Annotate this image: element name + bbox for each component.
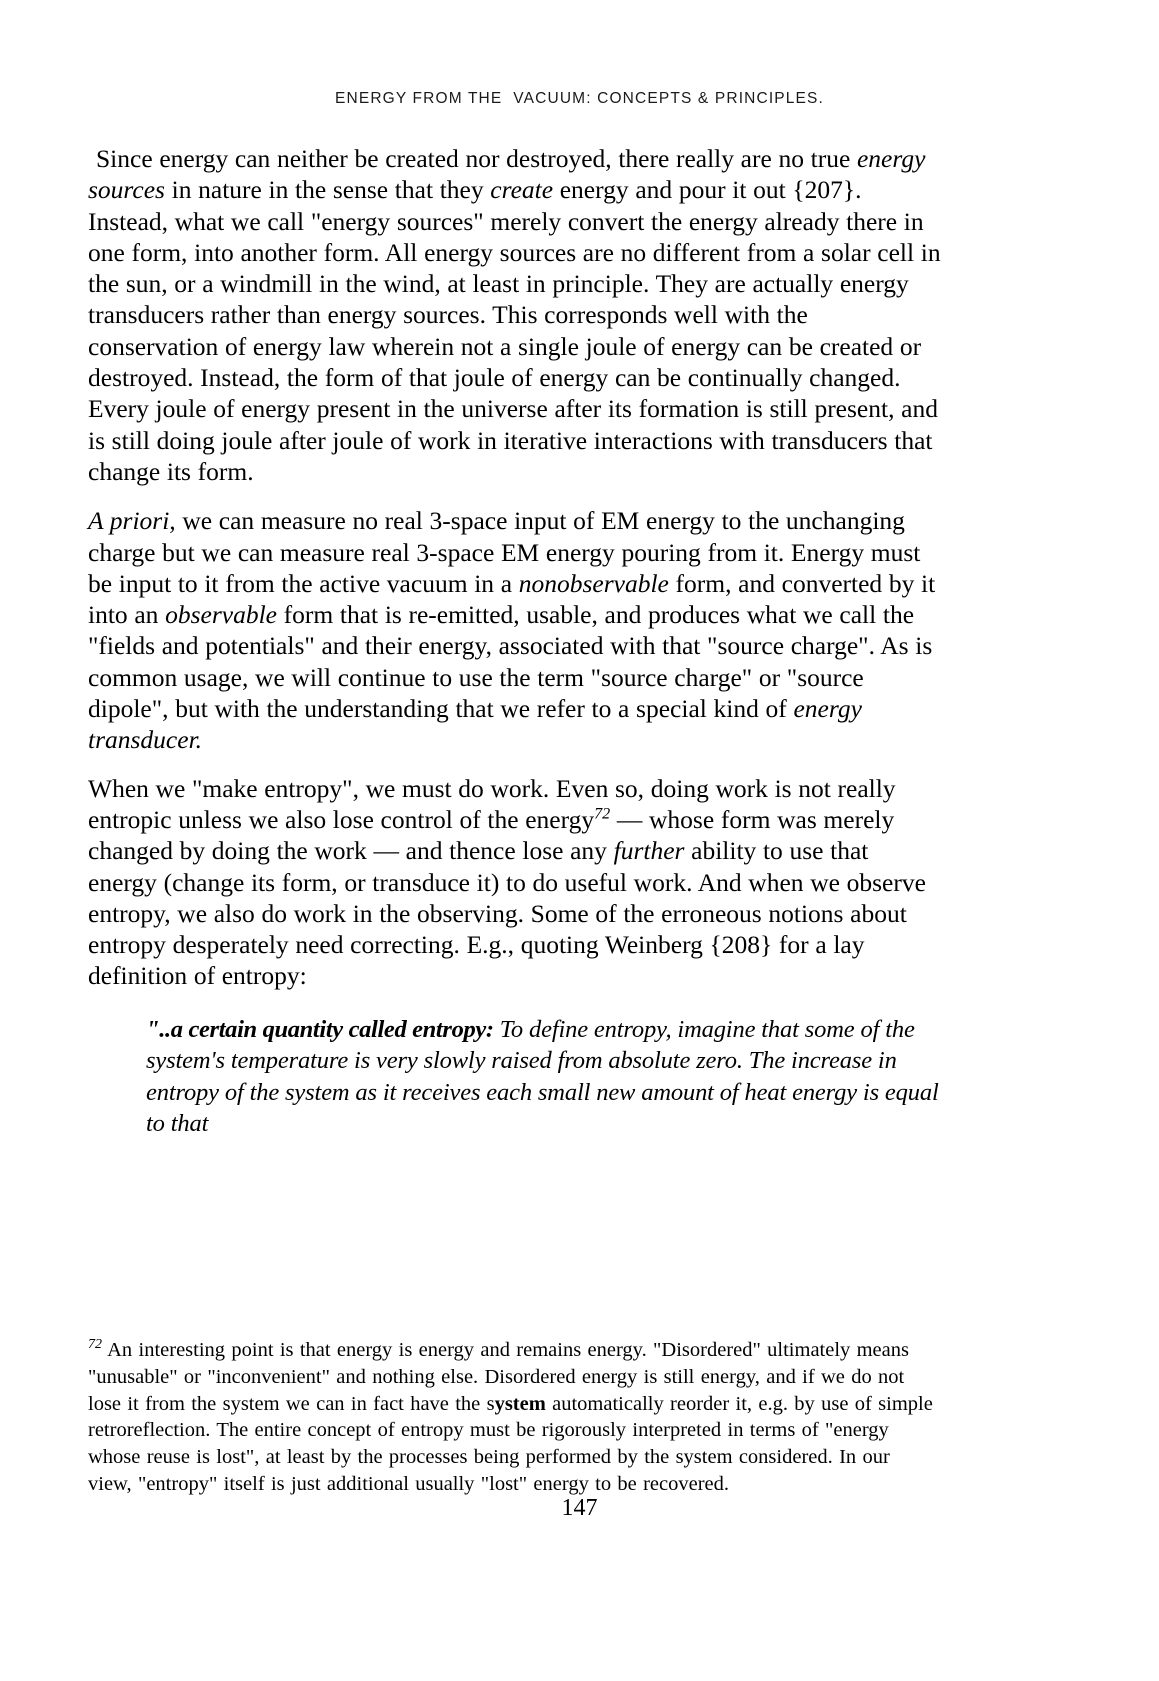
block-quotation xyxy=(88,1014,943,1140)
paragraph-1-italic-create: create xyxy=(490,175,554,205)
running-header: ENERGY FROM THE VACUUM: CONCEPTS & PRINCIPLES. xyxy=(335,90,824,107)
block-quotation-body: To define entropy, imagine that some of the system's temperature is very slowly raised from absolute zero. The increase in entropy of the system as it receives each small new amount of heat energy is equal to that xyxy=(146,1015,939,1138)
footnote-reference-72[interactable]: 72 xyxy=(594,805,611,823)
paragraph-3 xyxy=(88,773,943,992)
paragraph-2-italic-observable: observable xyxy=(165,600,277,630)
footnote-bold-fragment: ystem xyxy=(494,1392,546,1415)
paragraph-1-segment-3: energy and pour it out {207}. Instead, what we call "energy sources" merely convert the energy already there in one form, into another form. All energy sources are no different from a solar cell in the sun, or a windmill in the wind, at least in principle. They are actually energy transducers rather than energy sources. This corresponds well with the conservation of energy law wherein not a single joule of energy can be created or destroyed. Instead, the form of that joule of energy can be continually changed. Every joule of energy present in the universe after its formation is still present, and is still doing joule after joule of work in iterative interactions with transducers that change its form. xyxy=(88,175,941,486)
paragraph-1-segment-1: Since energy can neither be created nor destroyed, there really are no true xyxy=(96,144,857,173)
paragraph-2-italic-energy-transducer: energy transducer. xyxy=(88,694,862,755)
paragraph-2-segment-2: form, and converted by it into an xyxy=(88,568,936,630)
paragraph-2-segment-1: we can measure no real 3-space input of EM energy to the unchanging charge but we can measure real 3-space EM energy pouring from it. Energy must be input to it from the active vacuum in a xyxy=(88,506,921,598)
paragraph-3-segment-2: — whose form was merely changed by doing the work — and thence lose any xyxy=(88,804,895,866)
footnote-segment-2: automatically reorder it, e.g. by use of simple retroreflection. The entire concept of entropy must be rigorously interpreted in terms of "energy whose reuse is lost", at least by the processes being performed by the system considered. In our view, "entropy" itself is just additional usually "lost" energy to be recovered. xyxy=(88,1392,933,1495)
paragraph-2-segment-3: form that is re-emitted, usable, and produces what we call the "fields and potentials" and their energy, associated with that "source charge". As is common usage, we will continue to use the term "source charge" or "source dipole", but with the understanding that we refer to a special kind of xyxy=(88,600,933,724)
block-quotation-lead-in: "..a certain quantity called entropy: xyxy=(146,1015,494,1043)
paragraph-3-segment-3: ability to use that energy (change its form, or transduce it) to do useful work. And when we observe entropy, we also do work in the observing. Some of the erroneous notions about entropy desperately need correcting. E.g., quoting Weinberg {208} for a lay definition of entropy: xyxy=(88,836,926,991)
paragraph-1-segment-2: in nature in the sense that they xyxy=(164,175,491,205)
paragraph-1-italic-energy-sources: energy sources xyxy=(88,144,926,205)
footnote-72 xyxy=(88,1337,938,1498)
footnote-segment-1: An interesting point is that energy is energy and remains energy. "Disordered" ultimately means "unusable" or "inconvenient" and nothing else. Disordered energy is still energy, and if we do not lose it from the system we can in fact have the s xyxy=(88,1339,909,1415)
paragraph-2-italic-nonobservable: nonobservable xyxy=(518,568,669,598)
footnote-marker-72: 72 xyxy=(88,1337,102,1353)
paragraph-3-segment-1: When we "make entropy", we must do work. Even so, doing work is not really entropic unless we also lose control of the energy xyxy=(88,773,896,834)
paragraph-3-italic-further: further xyxy=(613,836,685,866)
page-number: 147 xyxy=(561,1495,598,1521)
body-text-column xyxy=(88,143,943,1140)
paragraph-1 xyxy=(88,143,943,487)
paragraph-2-italic-a-priori: A priori, xyxy=(88,506,176,536)
paragraph-2 xyxy=(88,505,943,755)
